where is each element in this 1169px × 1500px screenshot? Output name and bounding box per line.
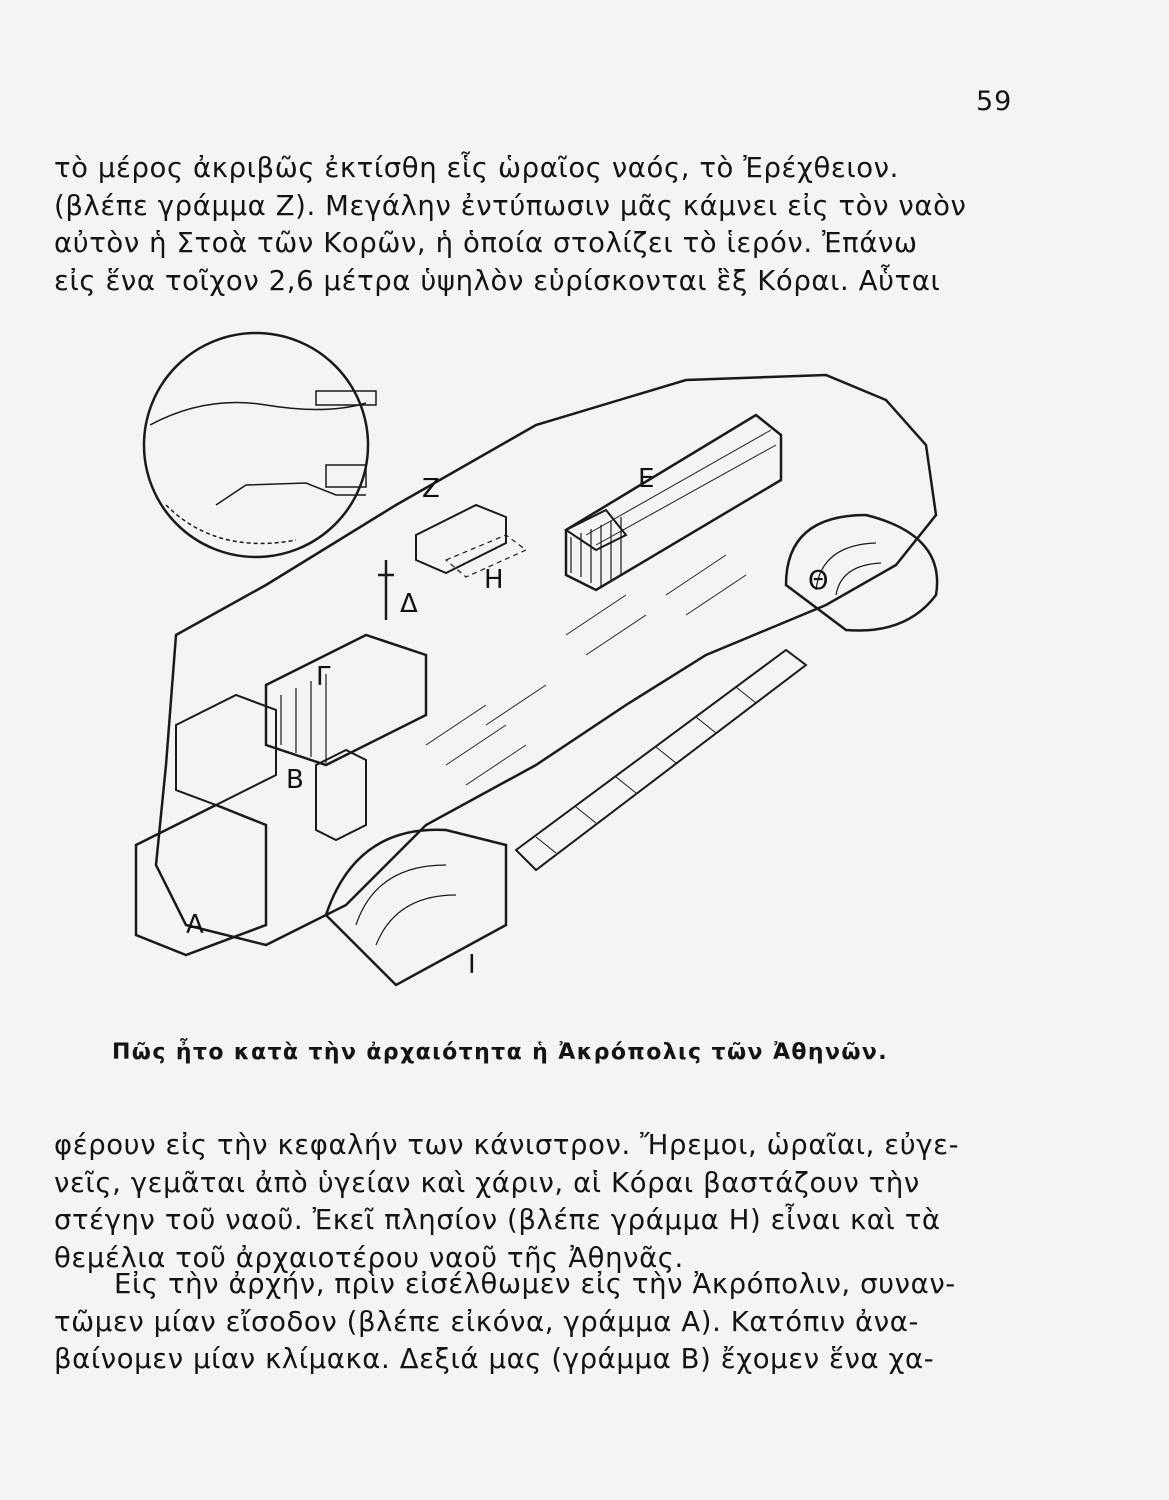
text-line: στέγην τοῦ ναοῦ. Ἐκεῖ πλησίον (βλέπε γράμμα Η) εἶναι καὶ τὰ [54, 1204, 941, 1237]
text-line: βαίνομεν μίαν κλίμακα. Δεξιά μας (γράμμα Β) ἔχομεν ἕνα χα- [54, 1343, 935, 1376]
figure-letter-eta: Η [484, 565, 504, 595]
figure-letter-beta: Β [286, 765, 304, 795]
rock-hatching [426, 555, 746, 785]
paragraph-last [54, 1266, 1014, 1379]
figure-letter-gamma: Γ [316, 662, 331, 692]
parthenon-pediment [566, 510, 626, 550]
inset-horizon [150, 403, 366, 426]
text-line: τῶμεν μίαν εἴσοδον (βλέπε εἰκόνα, γράμμα Α). Κατόπιν ἀνα- [54, 1305, 920, 1338]
page-number: 59 [976, 86, 1013, 117]
text-line: νεῖς, γεμᾶται ἀπὸ ὑγείαν καὶ χάριν, αἱ Κόραι βαστάζουν τὴν [54, 1166, 920, 1199]
figure-letter-iota: Ι [468, 950, 476, 980]
inset-laurel [166, 505, 296, 543]
figure-letter-delta: Δ [400, 589, 418, 619]
text-line: αὐτὸν ἡ Στοὰ τῶν Κορῶν, ἡ ὁποία στολίζει τὸ ἱερόν. Ἐπάνω [54, 227, 918, 260]
figure-letter-theta: Θ [808, 566, 829, 596]
text-line: τὸ μέρος ἀκριβῶς ἐκτίσθη εἷς ὡραῖος ναός, τὸ Ἐρέχθειον. [54, 152, 899, 184]
acropolis-illustration [66, 305, 966, 1015]
erechtheion [416, 505, 506, 573]
figure-caption: Πῶς ἦτο κατὰ τὴν ἀρχαιότητα ἡ Ἀκρόπολις τῶν Ἀθηνῶν. [112, 1040, 888, 1065]
parthenon-roof-lines [586, 430, 776, 545]
text-line: (βλέπε γράμμα Ζ). Μεγάλην ἐντύπωσιν μᾶς κάμνει εἰς τὸν ναὸν [54, 189, 967, 222]
paragraph-top [54, 150, 1014, 300]
odeion-herodes [326, 830, 506, 985]
text-line: Εἰς τὴν ἀρχήν, πρὶν εἰσέλθωμεν εἰς τὴν Ἀκρόπολιν, συναν- [114, 1268, 956, 1300]
acropolis-wall [156, 375, 936, 945]
paragraph-bottom [54, 1127, 1014, 1277]
inset-building [316, 391, 376, 405]
figure-letter-zeta: Ζ [422, 474, 440, 504]
pinakotheke [176, 695, 276, 805]
figure-letter-alpha: Α [186, 910, 204, 940]
odeion-seating [356, 865, 456, 945]
parthenon-colonnade [571, 517, 621, 587]
propylaea [266, 635, 426, 765]
figure-letter-epsilon: Ε [638, 464, 655, 494]
inset-view-circle [144, 333, 368, 557]
text-line: θεμέλια τοῦ ἀρχαιοτέρου ναοῦ τῆς Ἀθηνᾶς. [54, 1241, 684, 1274]
acropolis-drawing [66, 305, 966, 1015]
athena-statue [378, 560, 394, 620]
stoa-colonnade [536, 687, 756, 853]
text-line: φέρουν εἰς τὴν κεφαλήν των κάνιστρον. Ἤρεμοι, ὡραῖαι, εὐγε- [54, 1129, 960, 1161]
text-line: εἰς ἕνα τοῖχον 2,6 μέτρα ὑψηλὸν εὑρίσκονται ἓξ Κόραι. Αὗται [54, 264, 941, 297]
